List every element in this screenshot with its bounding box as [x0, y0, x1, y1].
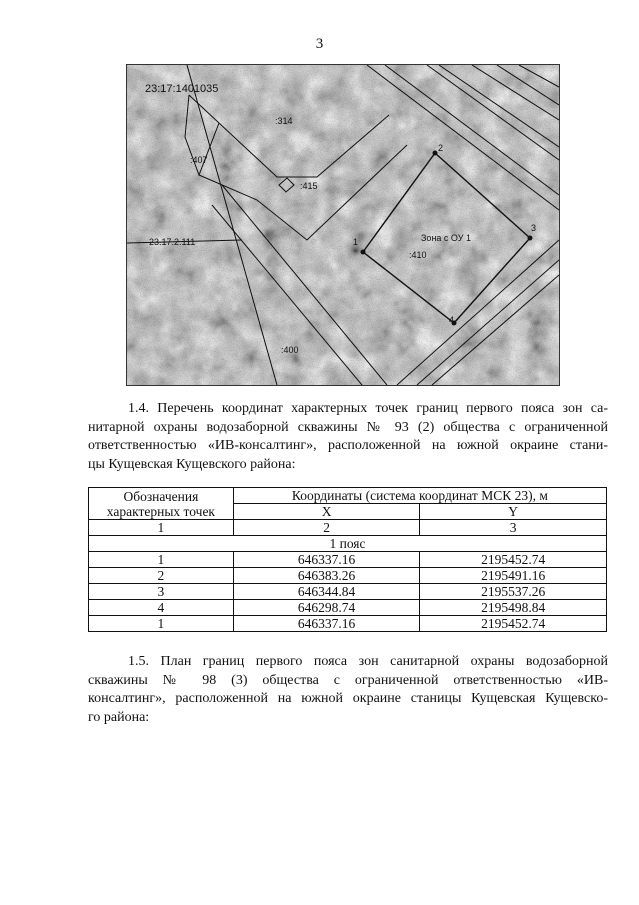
plot-415-label: :415: [300, 181, 318, 191]
section-row: 1 пояс: [89, 536, 607, 552]
point-1-label: 1: [353, 237, 359, 247]
header-coordinates: Координаты (система координат МСК 23), м: [233, 488, 606, 504]
table-row: [89, 616, 607, 632]
cell-y: 2195537.26: [420, 584, 607, 600]
column-number: 3: [420, 520, 607, 536]
cell-point: 3: [89, 584, 234, 600]
cell-y: 2195452.74: [420, 616, 607, 632]
header-y: Y: [420, 504, 607, 520]
cell-y: 2195452.74: [420, 552, 607, 568]
plot-400-label: :400: [281, 345, 299, 355]
point-1-marker: [361, 250, 366, 255]
paragraph-line: цы Кущевская Кущевского района:: [88, 456, 296, 472]
cell-point: 1: [89, 616, 234, 632]
coordinates-table: [88, 487, 607, 632]
paragraph-line: нитарной охраны водозаборной скважины № 93 (2) общества с ограниченной: [88, 419, 608, 435]
column-number: 2: [233, 520, 420, 536]
cell-x: 646337.16: [233, 552, 420, 568]
section-1-5-paragraph: [88, 653, 608, 727]
point-3-label: 3: [531, 223, 537, 233]
cell-y: 2195498.84: [420, 600, 607, 616]
paragraph-line: ответственностью «ИВ-консалтинг», расположенной на южной окраине стани-: [88, 438, 608, 453]
table-row: [89, 584, 607, 600]
cell-x: 646337.16: [233, 616, 420, 632]
cell-x: 646383.26: [233, 568, 420, 584]
paragraph-line: консалтинг», расположенной на южной окраине станицы Кущевская Кущевско-: [88, 691, 608, 706]
point-4-label: 4: [449, 315, 455, 325]
point-3-marker: [528, 236, 533, 241]
parcel-main-label: 23:17:1401035: [145, 83, 219, 95]
plot-407-label: :407: [190, 155, 208, 165]
paragraph-line: скважины № 98 (3) общества с ограниченной ответственностью «ИВ-: [88, 672, 608, 688]
table-row: [89, 552, 607, 568]
parcel-left-label: 23.17.2.111: [149, 237, 196, 247]
cell-point: 1: [89, 552, 234, 568]
page-number: 3: [315, 36, 324, 52]
map-drawing: [127, 65, 559, 385]
cell-point: 2: [89, 568, 234, 584]
table-row: [89, 568, 607, 584]
cell-x: 646298.74: [233, 600, 420, 616]
plot-314-label: :314: [275, 116, 293, 126]
header-x: X: [233, 504, 420, 520]
paragraph-line: го района:: [88, 709, 150, 725]
point-2-label: 2: [438, 143, 444, 153]
cell-y: 2195491.16: [420, 568, 607, 584]
paragraph-line: 1.4. Перечень координат характерных точек границ первого пояса зон са-: [128, 401, 608, 416]
header-points: Обозначения характерных точек: [89, 488, 234, 520]
table-row: [89, 600, 607, 616]
column-number: 1: [89, 520, 234, 536]
section-1-4-paragraph: [88, 400, 608, 474]
paragraph-line: 1.5. План границ первого пояса зон санитарной охраны водозаборной: [128, 654, 608, 669]
zone-label: Зона с ОУ 1: [421, 233, 471, 243]
plot-410-label: :410: [409, 250, 427, 260]
point-2-marker: [433, 151, 438, 156]
cell-point: 4: [89, 600, 234, 616]
cell-x: 646344.84: [233, 584, 420, 600]
cadastral-map: [126, 64, 560, 386]
